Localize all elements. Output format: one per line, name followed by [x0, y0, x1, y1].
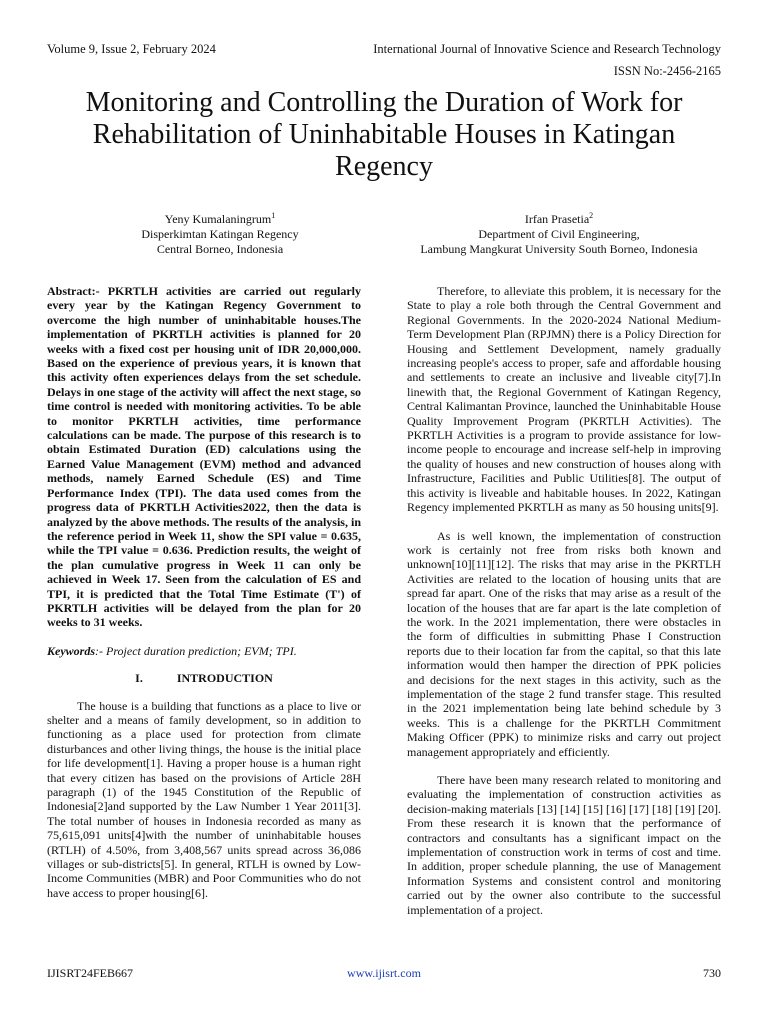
paper-title: Monitoring and Controlling the Duration of Work for Rehabilitation of Uninhabitable Houses in Katingan Regency: [85, 87, 683, 182]
author-block-1: [100, 212, 340, 257]
paper-id: IJISRT24FEB667: [47, 966, 133, 980]
body-paragraph-2: As is well known, the implementation of construction work is certainly not free from risks both known and unknown[10][11][12]. The risks that may arise in the PKRTLH Activities are related to the location of housing units that are spread far apart. One of the risks that may arise as a result of the location of the houses that are far apart is the late completion of the work. In the 2021 implementation, there were obstacles in the form of difficulties in submitting Phase I Construction reports due to their location far from the capital, so that this late information would then hamper the direction of PPK policies and decisions for the next stages in this activity, such as the implementation of the stage 2 fund transfer stage. This resulted in the 2021 implementation being late behind schedule by 3 weeks. This is a challenge for the PKRTLH Commitment Making Officer (PPK) to minimize risks and carry out project management appropriately and efficiently.: [407, 528, 721, 759]
author-affiliation: Department of Civil Engineering,: [478, 227, 640, 241]
journal-name: International Journal of Innovative Science and Research Technology: [373, 42, 721, 56]
left-column: [47, 284, 361, 900]
page-number: 730: [703, 966, 721, 980]
author-name: Yeny Kumalaningrum$^1$: [164, 211, 276, 226]
author-location: Central Borneo, Indonesia: [156, 242, 284, 256]
volume-issue: Volume 9, Issue 2, February 2024: [47, 42, 216, 56]
author-block-2: [400, 212, 718, 257]
author-affiliation: Disperkimtan Katingan Regency: [141, 227, 299, 241]
keywords: Keywords:- Project duration prediction; EVM; TPI.: [47, 643, 297, 658]
body-paragraph-3: There have been many research related to monitoring and evaluating the implementation of construction activities as decision-making materials [13] [14] [15] [16] [17] [18] [19] [20]. From these research it is known that the performance of contractors and consultants has a significant impact on the implementation of construction work in terms of cost and time. In addition, proper schedule planning, the use of Management Information Systems and consistent control and monitoring carried out by the owner also contribute to the successful implementation of a project.: [407, 773, 721, 917]
website-link[interactable]: www.ijisrt.com: [347, 966, 421, 980]
section-heading: I. INTRODUCTION: [135, 671, 273, 686]
author-location: Lambung Mangkurat University South Borneo, Indonesia: [420, 242, 698, 256]
body-paragraph-1: Therefore, to alleviate this problem, it is necessary for the State to play a role both through the Central Government and Regional Governments. In the 2020-2024 National Medium-Term Development Plan (RPJMN) there is a Policy Direction for Housing and Settlement Development, namely gradually increasing people's access to proper, safe and affordable housing and settlements to create an inclusive and liveable city[7].In linewith that, the Regional Government of Katingan Regency, Central Kalimantan Province, launched the Uninhabitable House Quality Improvement Program (PKRTLH Activities). The PKRTLH Activities is a program to provide assistance for low-income people to encourage and increase self-help in improving the quality of houses and new construction of houses along with Infrastructure, Facilities and Public Utilities[8]. The output of this activity is liveable and habitable houses. In 2022, Katingan Regency implemented PKRTLH as many as 50 housing units[9].: [407, 284, 721, 515]
issn: ISSN No:-2456-2165: [613, 64, 721, 78]
right-column: [407, 284, 721, 917]
intro-paragraph: The house is a building that functions as a place to live or shelter and a means of family development, so in addition to functioning as a place used for protection from climate disturbances and other living things, the house is the initial place for life development[1]. Having a proper house is a human right that every citizen has based on the provisions of Article 28H paragraph (1) of the 1945 Constitution of the Republic of Indonesia[2]and supported by the Law Number 1 Year 2011[3]. The total number of houses in Indonesia recorded as many as 75,615,091 units[4]with the number of uninhabitable houses (RTLH) of 4.50%, from 3,408,567 units spread across 36,086 villages or sub-districts[5]. In general, RTLH is owned by Low-Income Communities (MBR) and Poor Communities who do not have access to proper housing[6].: [47, 698, 361, 900]
author-name: Irfan Prasetia$^2$: [524, 211, 594, 226]
abstract: Abstract:- PKRTLH activities are carried out regularly every year by the Katingan Regency Government to overcome the high number of uninhabitable houses.The implementation of PKRTLH activities is planned for 20 weeks with a fixed cost per housing unit of IDR 20,000,000. Based on the experience of previous years, it is known that this activity often experiences delays from the set schedule. Delays in one stage of the activity will affect the next stage, so time control is needed with monitoring activities. To be able to monitor PKRTLH activities, time performance calculations can be made. The purpose of this research is to obtain Estimated Duration (ED) calculations using the Earned Value Management (EVM) method and advanced methods, namely Earned Schedule (ES) and Time Performance Index (TPI). The data used comes from the progress data of PKRTLH Activities2022, then the data is analyzed by the above methods. The results of the analysis, in the reference period in Week 11, show the SPI value = 0.635, while the TPI value = 0.636. Prediction results, the weight of the plan cumulative progress in Week 11 can only be achieved in Week 17. Seen from the calculation of ES and TPI, it is predicted that the Total Time Estimate (T') of PKRTLH activities will be delayed from the plan for 20 weeks to 31 weeks.: [47, 284, 361, 630]
